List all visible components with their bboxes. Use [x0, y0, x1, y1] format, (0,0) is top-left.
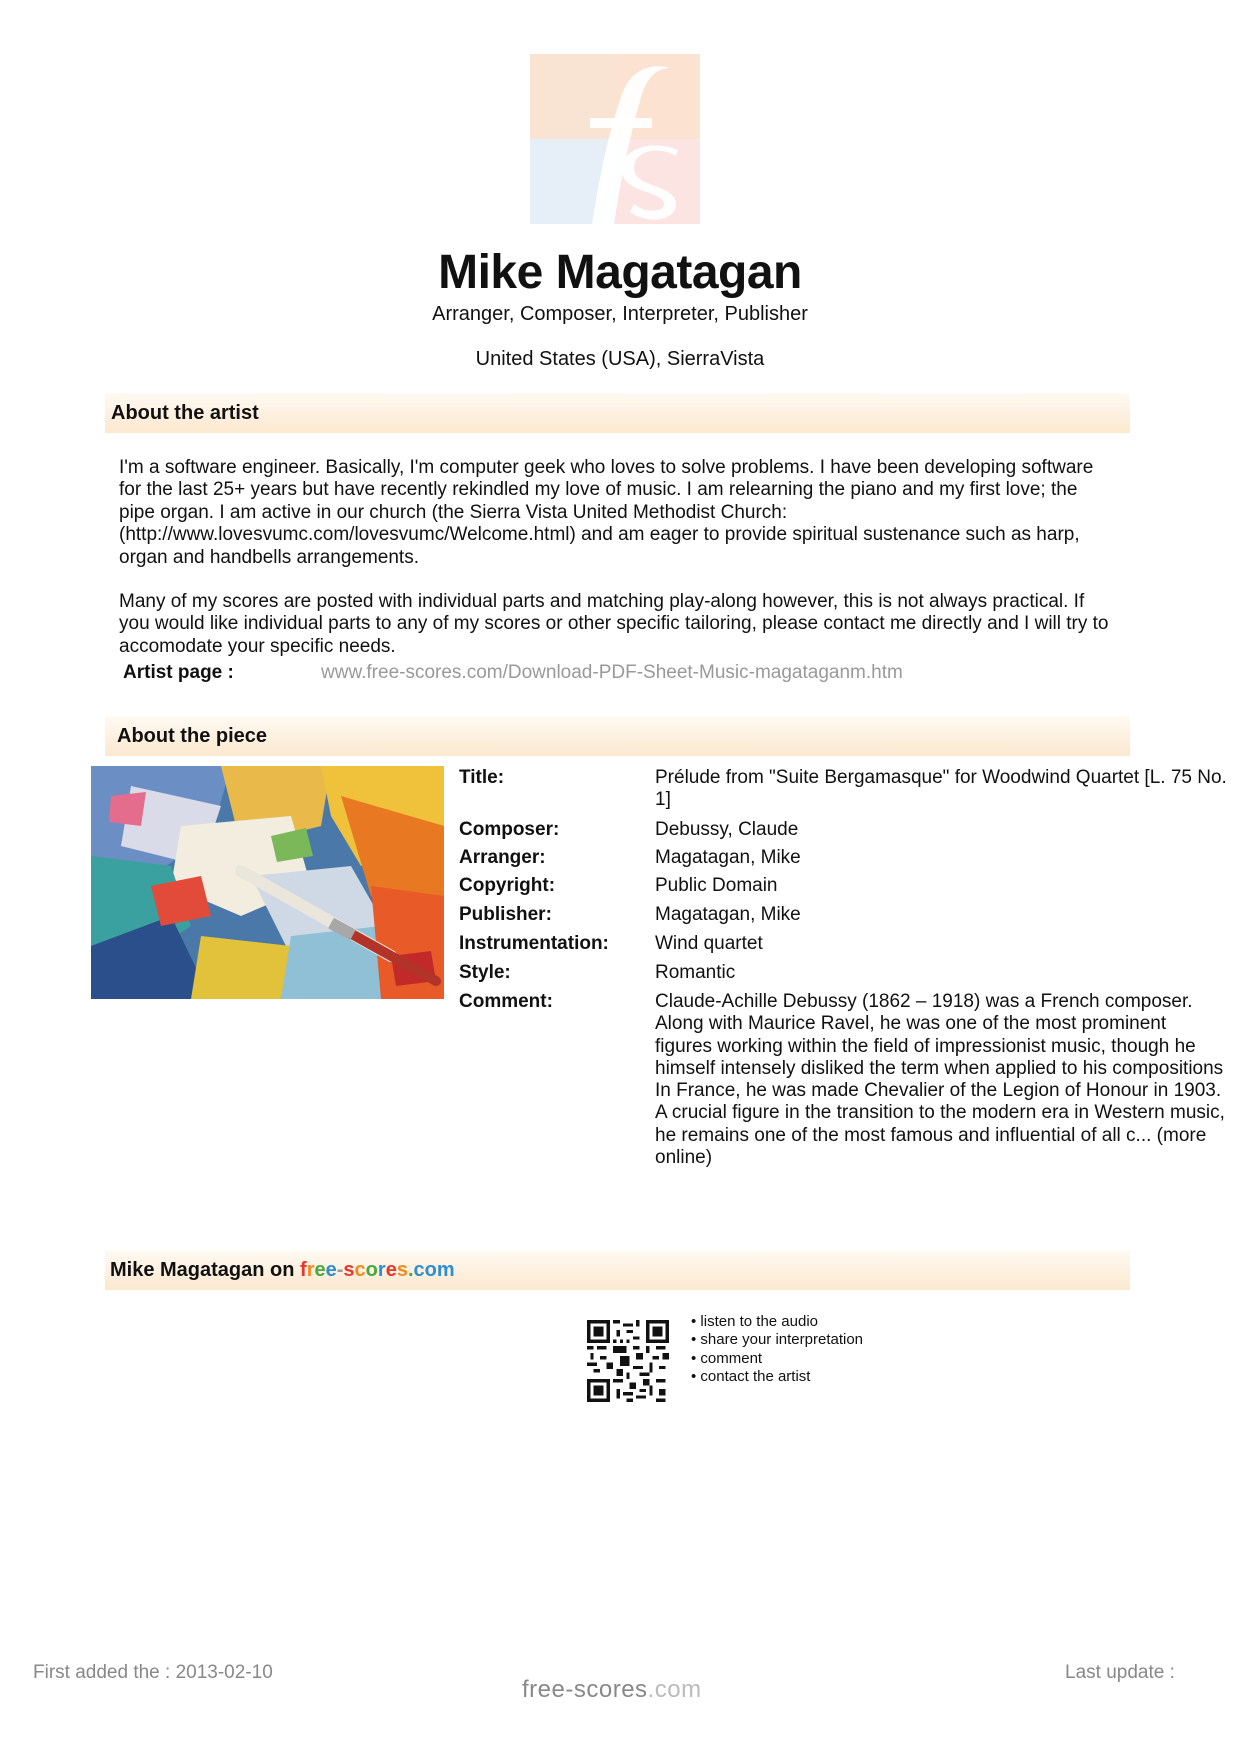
instrumentation-label: Instrumentation: — [459, 933, 609, 954]
footer-logo-suffix: .com — [647, 1676, 702, 1703]
oil-painting-image — [91, 766, 444, 999]
footer-free-scores-logo — [522, 1676, 702, 1704]
comment-label: Comment: — [459, 991, 553, 1012]
copyright-label: Copyright: — [459, 875, 556, 896]
arranger-label: Arranger: — [459, 847, 546, 868]
artist-location: United States (USA), SierraVista — [475, 348, 765, 370]
listen-audio-item[interactable]: • listen to the audio — [691, 1313, 819, 1330]
publisher-label: Publisher: — [459, 904, 552, 925]
piece-style: Romantic — [655, 962, 736, 983]
piece-title: Prélude from "Suite Bergamasque" for Woodwind Quartet [L. 75 No. 1] — [655, 767, 1227, 811]
artist-roles: Arranger, Composer, Interpreter, Publisher — [432, 303, 808, 325]
about-piece-heading: About the piece — [105, 716, 1130, 756]
first-added-date: First added the : 2013-02-10 — [33, 1662, 273, 1683]
title-label: Title: — [459, 767, 505, 788]
artist-bio-paragraph-2: Many of my scores are posted with individual parts and matching play-along however, this is not always practical. If you would like individual parts to any of my scores or other specific tailoring, please contact me directly and I will try to accomodate your specific needs. — [119, 591, 1109, 657]
artist-page-label: Artist page : — [123, 662, 234, 683]
footer-logo-main: free-scores — [522, 1676, 648, 1703]
contact-artist-item[interactable]: • contact the artist — [691, 1367, 811, 1385]
free-scores-wordmark[interactable]: free-scores.com — [300, 1259, 455, 1281]
free-scores-logo — [530, 54, 700, 224]
fs-logo-icon — [530, 54, 700, 224]
piece-arranger: Magatagan, Mike — [655, 847, 801, 868]
piece-copyright: Public Domain — [655, 875, 778, 896]
artist-page-link[interactable]: www.free-scores.com/Download-PDF-Sheet-Music-magataganm.htm — [321, 662, 903, 683]
about-artist-heading: About the artist — [105, 393, 1130, 433]
on-free-scores-heading — [105, 1250, 1130, 1290]
comment-item[interactable]: • comment — [691, 1349, 763, 1367]
piece-comment: Claude-Achille Debussy (1862 – 1918) was a French composer. Along with Maurice Ravel, he was one of the most prominent figures working within the field of impressionist music, though he himself intensely disliked the term when applied to his compositions In France, he was made Chevalier of the Legion of Honour in 1903. A crucial figure in the transition to the modern era in Western music, he remains one of the most famous and influential of all c... (more online) — [655, 991, 1225, 1169]
artist-name: Mike Magatagan — [438, 246, 802, 299]
piece-publisher: Magatagan, Mike — [655, 904, 801, 925]
piece-composer: Debussy, Claude — [655, 819, 799, 840]
piece-instrumentation: Wind quartet — [655, 933, 763, 954]
on-site-prefix: Mike Magatagan on — [110, 1259, 301, 1281]
composer-label: Composer: — [459, 819, 560, 840]
share-interpretation-item[interactable]: • share your interpretation — [691, 1331, 864, 1349]
style-label: Style: — [459, 962, 511, 983]
last-update-label: Last update : — [1065, 1662, 1175, 1683]
artist-bio-paragraph-1: I'm a software engineer. Basically, I'm computer geek who loves to solve problems. I have been developing software for the last 25+ years but have recently rekindled my love of music. I am relearning the piano and my first love; the pipe organ. I am active in our church (the Sierra Vista United Methodist Church: (http://www.lovesvumc.com/lovesvumc/Welcome.html) and am eager to provide spiritual sustenance such as harp, organ and handbells arrangements. — [119, 457, 1094, 568]
online-features-list — [691, 1313, 863, 1386]
qr-code-icon[interactable] — [587, 1320, 669, 1402]
